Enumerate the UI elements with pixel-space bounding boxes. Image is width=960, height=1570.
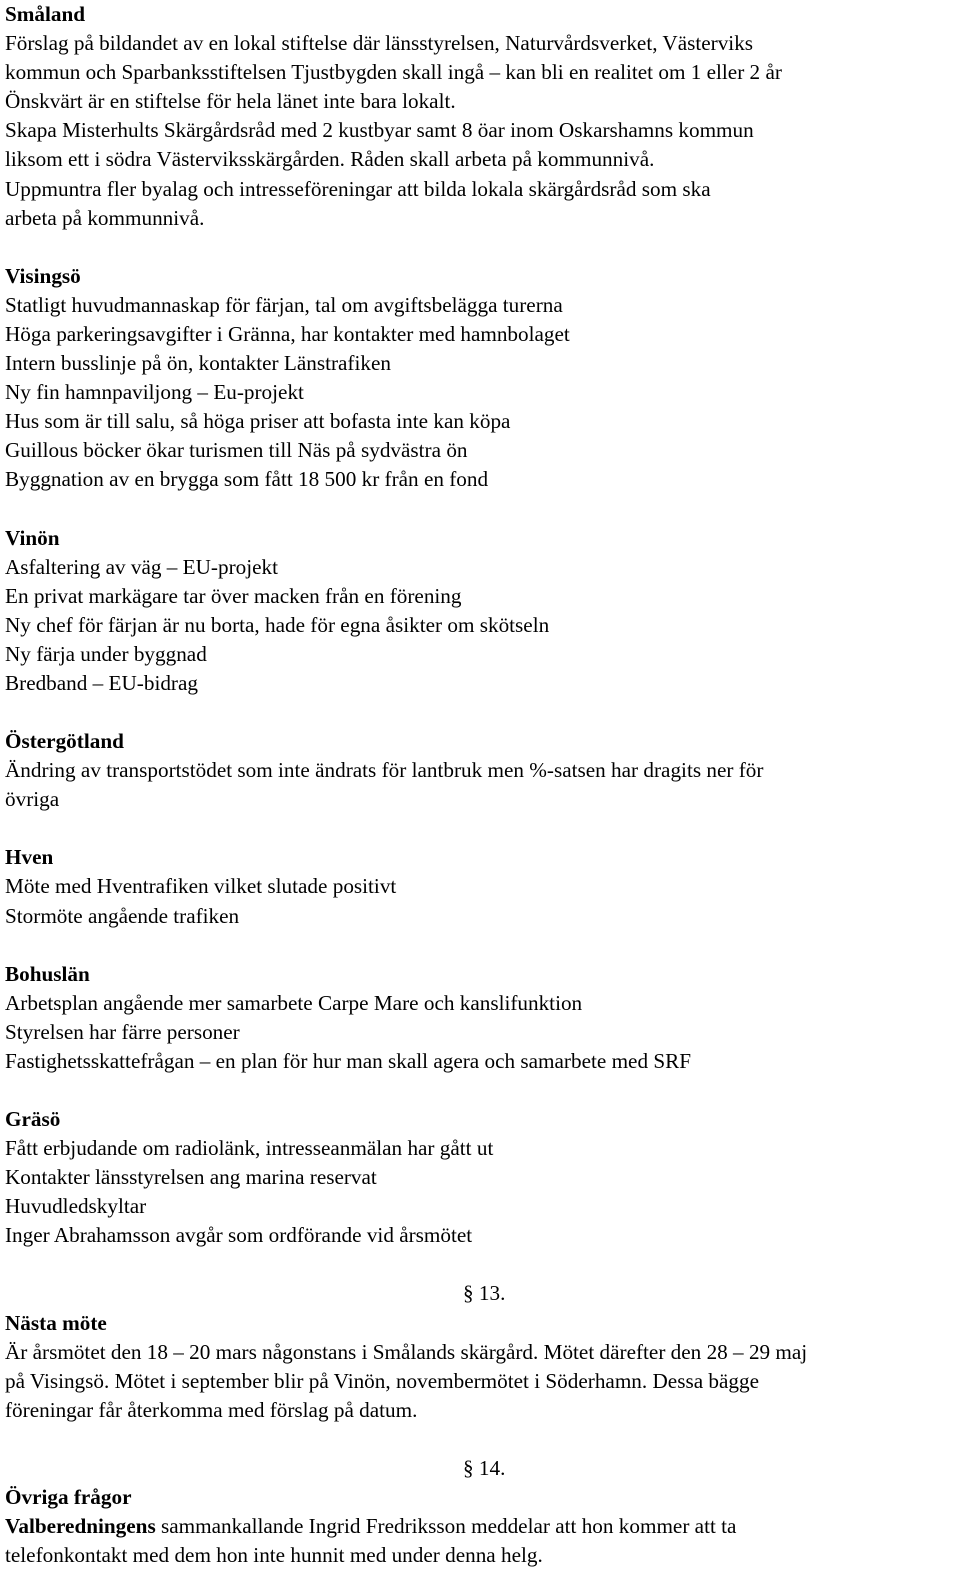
section-ostergotland [5,727,957,814]
spacer [5,1425,957,1454]
spacer [5,814,957,843]
section-nasta-mote [5,1279,957,1424]
text-line: Fastighetsskattefrågan – en plan för hur man skall agera och samarbete med SRF [5,1048,692,1073]
text-line: Huvudledskyltar [5,1194,147,1219]
section-heading: Östergötland [5,729,124,754]
document-page [5,0,957,1570]
spacer [5,931,957,960]
text-line: Ny fin hamnpaviljong – Eu-projekt [5,380,304,405]
text-line: Ändring av transportstödet som inte ändrats för lantbruk men %-satsen har dragits ner för [5,758,764,783]
text-line: Inger Abrahamsson avgår som ordförande vid årsmötet [5,1223,473,1248]
paragraph-marker: § 14. [463,1455,506,1480]
text-line: arbeta på kommunnivå. [5,205,205,230]
text-line [5,1512,957,1541]
bold-term: Valberedningens [5,1514,156,1539]
section-ovriga-fragor [5,1454,957,1570]
text-line: Intern busslinje på ön, kontakter Länstrafiken [5,351,391,376]
text-line: liksom ett i södra Västerviksskärgården. Råden skall arbeta på kommunnivå. [5,147,655,172]
text-line: föreningar får återkomma med förslag på datum. [5,1397,418,1422]
text-line: Byggnation av en brygga som fått 18 500 kr från en fond [5,467,489,492]
text-line: Kontakter länsstyrelsen ang marina reservat [5,1165,377,1190]
section-heading: Övriga frågor [5,1485,132,1510]
text-line: Önskvärt är en stiftelse för hela länet inte bara lokalt. [5,89,456,114]
section-visingso [5,262,957,495]
section-heading: Småland [5,2,86,26]
section-bohuslan [5,960,957,1076]
text-line: Höga parkeringsavgifter i Gränna, har kontakter med hamnbolaget [5,321,570,346]
section-heading: Gräsö [5,1107,61,1131]
text-line: Guillous böcker ökar turismen till Näs på sydvästra ön [5,438,468,463]
text-line: Arbetsplan angående mer samarbete Carpe Mare och kanslifunktion [5,990,583,1015]
text-line: Asfaltering av väg – EU-projekt [5,554,278,579]
spacer [5,1250,957,1279]
text-line: telefonkontakt med dem hon inte hunnit med under denna helg. [5,1543,543,1568]
text-line: Statligt huvudmannaskap för färjan, tal om avgiftsbelägga turerna [5,292,563,317]
text-line: Ny chef för färjan är nu borta, hade för egna åsikter om skötseln [5,612,550,637]
text-line: Bredband – EU-bidrag [5,670,198,695]
section-heading: Visingsö [5,263,81,288]
section-hven [5,843,957,930]
text-line: Möte med Hventrafiken vilket slutade positivt [5,874,397,899]
text-line: Hus som är till salu, så höga priser att bofasta inte kan köpa [5,409,511,434]
text-line: Är årsmötet den 18 – 20 mars någonstans i Smålands skärgård. Mötet därefter den 28 – 29 maj [5,1339,808,1364]
section-smaland [5,0,957,233]
spacer [5,698,957,727]
text-line: på Visingsö. Mötet i september blir på Vinön, novembermötet i Söderhamn. Dessa bägge [5,1368,759,1393]
section-graso [5,1105,957,1250]
spacer [5,233,957,262]
section-heading: Bohuslän [5,961,90,986]
section-heading: Hven [5,845,54,870]
spacer [5,1076,957,1105]
text-line: Ny färja under byggnad [5,641,207,666]
text-line: Skapa Misterhults Skärgårdsråd med 2 kustbyar samt 8 öar inom Oskarshamns kommun [5,118,754,143]
text-run: sammankallande Ingrid Fredriksson meddelar att hon kommer att ta [155,1514,737,1539]
text-line: Uppmuntra fler byalag och intresseföreningar att bilda lokala skärgårdsråd som ska [5,176,711,201]
text-line: kommun och Sparbanksstiftelsen Tjustbygden skall ingå – kan bli en realitet om 1 eller 2 år [5,60,782,85]
text-line: Styrelsen har färre personer [5,1019,240,1044]
text-line: övriga [5,787,60,812]
section-vinon [5,524,957,699]
text-line: En privat markägare tar över macken från en förening [5,583,462,608]
text-line: Förslag på bildandet av en lokal stiftelse där länsstyrelsen, Naturvårdsverket, Västerviks [5,31,754,56]
text-line: Fått erbjudande om radiolänk, intresseanmälan har gått ut [5,1136,494,1161]
section-heading: Vinön [5,525,60,550]
spacer [5,495,957,524]
text-line: Stormöte angående trafiken [5,903,240,928]
section-heading: Nästa möte [5,1310,107,1335]
paragraph-marker: § 13. [463,1281,506,1306]
